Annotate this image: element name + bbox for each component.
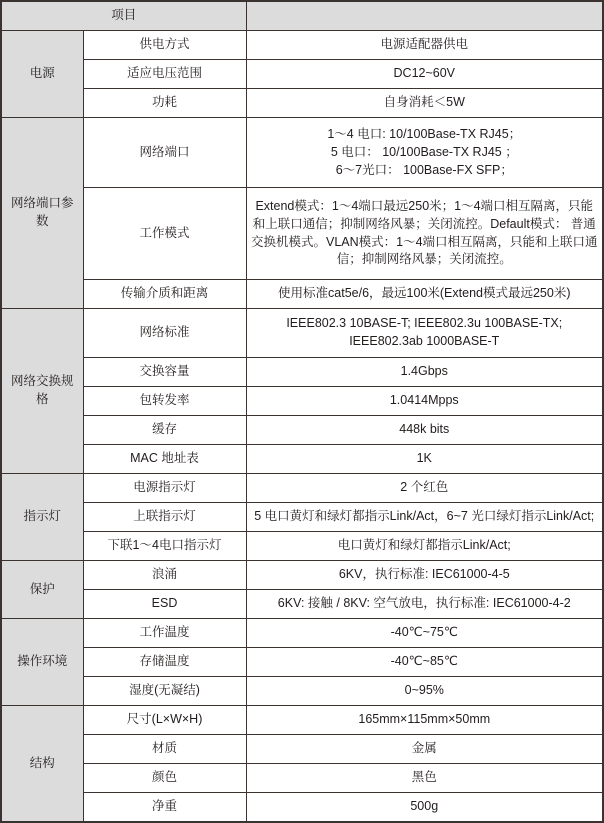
item-value: 5 电口黄灯和绿灯都指示Link/Act，6~7 光口绿灯指示Link/Act;	[246, 503, 603, 532]
item-label: 湿度(无凝结)	[83, 676, 246, 705]
table-header-row	[1, 1, 603, 31]
item-label: ESD	[83, 590, 246, 619]
item-label: 存储温度	[83, 647, 246, 676]
group-label: 指示灯	[1, 474, 83, 561]
item-label: 适应电压范围	[83, 60, 246, 89]
item-value: 1.4Gbps	[246, 358, 603, 387]
table-row	[1, 416, 603, 445]
item-value: 1K	[246, 445, 603, 474]
table-row	[1, 705, 603, 734]
item-label: 功耗	[83, 88, 246, 117]
item-label: 工作模式	[83, 188, 246, 279]
item-label: 网络标准	[83, 308, 246, 358]
item-label: MAC 地址表	[83, 445, 246, 474]
table-row	[1, 445, 603, 474]
group-label: 网络端口参数	[1, 117, 83, 308]
table-row	[1, 532, 603, 561]
item-label: 工作温度	[83, 618, 246, 647]
item-value: 2 个红色	[246, 474, 603, 503]
group-label: 电源	[1, 31, 83, 118]
table-row	[1, 308, 603, 358]
group-label: 操作环境	[1, 618, 83, 705]
item-value: 6KV，执行标准: IEC61000-4-5	[246, 561, 603, 590]
item-value: 165mm×115mm×50mm	[246, 705, 603, 734]
table-row	[1, 590, 603, 619]
item-label: 包转发率	[83, 387, 246, 416]
table-row	[1, 279, 603, 308]
item-value: 448k bits	[246, 416, 603, 445]
table-row	[1, 387, 603, 416]
table-row	[1, 561, 603, 590]
specification-table-body	[1, 1, 603, 822]
item-label: 缓存	[83, 416, 246, 445]
item-value: IEEE802.3 10BASE-T; IEEE802.3u 100BASE-TX; IEEE802.3ab 1000BASE-T	[246, 308, 603, 358]
header-item-label: 项目	[1, 1, 246, 31]
table-row	[1, 792, 603, 822]
item-label: 网络端口	[83, 117, 246, 188]
item-value: 使用标准cat5e/6，最远100米(Extend模式最远250米)	[246, 279, 603, 308]
table-row	[1, 358, 603, 387]
table-row	[1, 117, 603, 188]
item-value: 电源适配器供电	[246, 31, 603, 60]
header-value-label	[246, 1, 603, 31]
item-label: 浪涌	[83, 561, 246, 590]
table-row	[1, 188, 603, 279]
item-label: 材质	[83, 734, 246, 763]
item-value: -40℃~75℃	[246, 618, 603, 647]
table-row	[1, 503, 603, 532]
group-label: 保护	[1, 561, 83, 619]
table-row	[1, 31, 603, 60]
item-value: 金属	[246, 734, 603, 763]
item-value: 6KV: 接触 / 8KV: 空气放电，执行标准: IEC61000-4-2	[246, 590, 603, 619]
table-row	[1, 734, 603, 763]
table-row	[1, 676, 603, 705]
group-label: 结构	[1, 705, 83, 822]
item-label: 电源指示灯	[83, 474, 246, 503]
item-label: 交换容量	[83, 358, 246, 387]
item-value: 1～4 电口: 10/100Base-TX RJ45； 5 电口： 10/100Base-TX RJ45 ； 6～7光口： 100Base-FX SFP；	[246, 117, 603, 188]
item-label: 净重	[83, 792, 246, 822]
item-value: 黑色	[246, 763, 603, 792]
item-label: 供电方式	[83, 31, 246, 60]
group-label: 网络交换规格	[1, 308, 83, 474]
table-row	[1, 763, 603, 792]
item-value: 0~95%	[246, 676, 603, 705]
table-row	[1, 88, 603, 117]
item-label: 尺寸(L×W×H)	[83, 705, 246, 734]
table-row	[1, 60, 603, 89]
item-value: -40℃~85℃	[246, 647, 603, 676]
item-value: Extend模式：1～4端口最远250米；1～4端口相互隔离，只能和上联口通信；抑制网络风暴；关闭流控。Default模式： 普通交换机模式。VLAN模式：1～4端口相互隔离，只能和上联口通信；抑制网络风暴；关闭流控。	[246, 188, 603, 279]
item-label: 传输介质和距离	[83, 279, 246, 308]
item-value: 自身消耗＜5W	[246, 88, 603, 117]
item-value: 电口黄灯和绿灯都指示Link/Act;	[246, 532, 603, 561]
item-value: 1.0414Mpps	[246, 387, 603, 416]
item-value: DC12~60V	[246, 60, 603, 89]
item-label: 上联指示灯	[83, 503, 246, 532]
table-row	[1, 647, 603, 676]
item-value: 500g	[246, 792, 603, 822]
item-label: 颜色	[83, 763, 246, 792]
item-label: 下联1～4电口指示灯	[83, 532, 246, 561]
table-row	[1, 618, 603, 647]
table-row	[1, 474, 603, 503]
